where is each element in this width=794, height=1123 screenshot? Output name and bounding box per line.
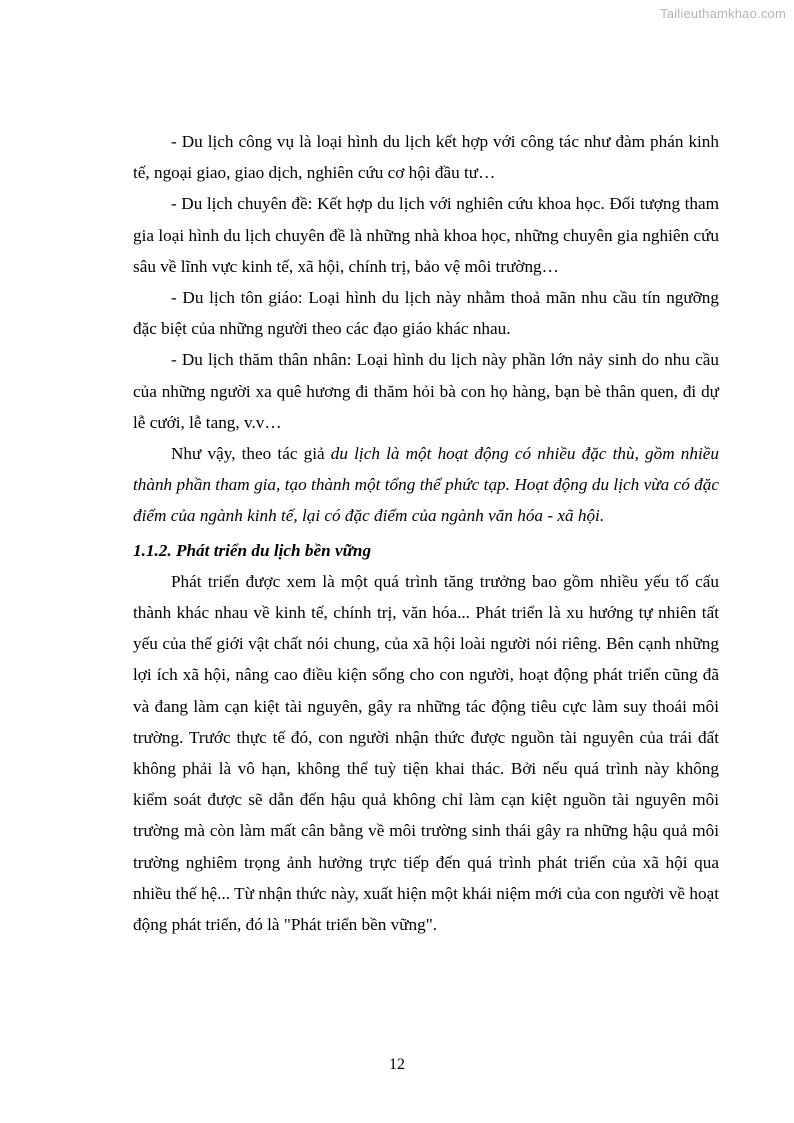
summary-prefix: Như vậy, theo tác giả	[171, 444, 331, 464]
summary-italic: du lịch là một hoạt động có nhiều đặc thù, gồm nhiều thành phần tham gia, tạo thành một tổng thể phức tạp. Hoạt động du lịch vừa có đặc điểm của ngành kinh tế, lại có đặc điểm của ngành văn hóa - xã hội.	[133, 444, 719, 526]
page-body	[133, 126, 719, 940]
paragraph-summary	[133, 438, 719, 532]
paragraph-development: Phát triển được xem là một quá trình tăng trưởng bao gồm nhiều yếu tố cấu thành khác nhau về kinh tế, chính trị, văn hóa... Phát triển là xu hướng tự nhiên tất yếu của thế giới vật chất nói chung, của xã hội loài người nói riêng. Bên cạnh những lợi ích xã hội, nâng cao điều kiện sống cho con người, hoạt động phát triển cũng đã và đang làm cạn kiệt tài nguyên, gây ra những tác động tiêu cực làm suy thoái môi trường. Trước thực tế đó, con người nhận thức được nguồn tài nguyên của trái đất không phải là vô hạn, không thể tuỳ tiện khai thác. Bởi nếu quá trình này không kiểm soát được sẽ dẫn đến hậu quả không chỉ làm cạn kiệt nguồn tài nguyên môi trường mà còn làm mất cân bằng về môi trường sinh thái gây ra những hậu quả môi trường nghiêm trọng ảnh hưởng trực tiếp đến quá trình phát triển của xã hội qua nhiều thế hệ... Từ nhận thức này, xuất hiện một khái niệm mới của con người về hoạt động phát triển, đó là "Phát triển bền vững".	[133, 571, 719, 935]
watermark: Tailieuthamkhao.com	[660, 6, 786, 21]
paragraph-business-tourism: - Du lịch công vụ là loại hình du lịch kết hợp với công tác như đàm phán kinh tế, ngoại giao, giao dịch, nghiên cứu cơ hội đầu tư…	[133, 132, 719, 183]
page-number: 12	[389, 1056, 405, 1073]
paragraph-religious-tourism: - Du lịch tôn giáo: Loại hình du lịch này nhằm thoả mãn nhu cầu tín ngưỡng đặc biệt của những người theo các đạo giáo khác nhau.	[133, 288, 719, 339]
section-heading: 1.1.2. Phát triển du lịch bền vững	[133, 540, 372, 560]
paragraph-specialized-tourism: - Du lịch chuyên đề: Kết hợp du lịch với nghiên cứu khoa học. Đối tượng tham gia loại hình du lịch chuyên đề là những nhà khoa học, những chuyên gia nghiên cứu sâu về lĩnh vực kinh tế, xã hội, chính trị, bảo vệ môi trường…	[133, 194, 719, 276]
paragraph-family-visit-tourism: - Du lịch thăm thân nhân: Loại hình du lịch này phần lớn nảy sinh do nhu cầu của những người xa quê hương đi thăm hỏi bà con họ hàng, bạn bè thân quen, đi dự lễ cưới, lễ tang, v.v…	[133, 350, 719, 432]
